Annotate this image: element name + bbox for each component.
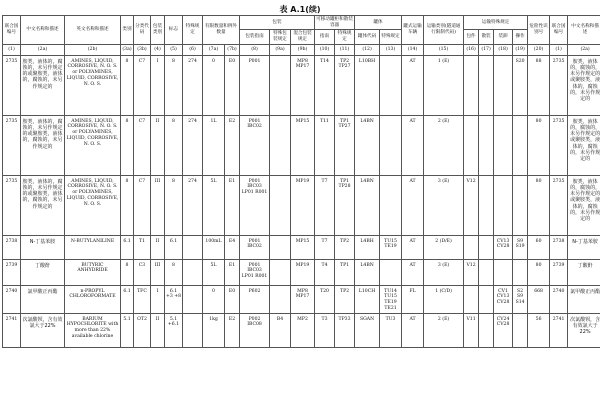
cell-portable-tank-special: TP1 TP27 (335, 115, 355, 175)
cell-hazard-id: 80 (528, 175, 550, 235)
cell-packing-instruction: P001 IBC03 LP01 R001 (240, 175, 270, 235)
cell-name-cn-end: N-丁基苯胺 (568, 235, 600, 259)
cell-transport-category: 1 (E) (424, 55, 464, 115)
header-un-no-end: 联合国编号 (550, 16, 568, 45)
cell-limited-quantity: 5L (203, 175, 225, 235)
cell-special-bulk (479, 285, 494, 313)
cell-vehicle: AT (402, 235, 424, 259)
column-index: (2a) (568, 44, 600, 55)
cell-special-operation: S9 S19 (513, 235, 528, 259)
cell-labels: 6.1 (165, 235, 183, 259)
cell-un-number-end: 2735 (550, 115, 568, 175)
cell-limited-quantity: 1L (203, 115, 225, 175)
column-index: (2a) (21, 44, 65, 55)
cell-special-loading: CV24 CV28 (494, 313, 513, 347)
header-row-top (3, 16, 600, 30)
cell-name-cn: 胺类，液体的，腐蚀的，未另作规定的或聚胺类，液体的，腐蚀的，未另作规定的 (21, 115, 65, 175)
cell-class: 5.1 (121, 313, 134, 347)
cell-hazard-id: 80 (528, 259, 550, 285)
cell-packing-group: I (151, 55, 165, 115)
cell-class: 6.1 (121, 285, 134, 313)
cell-special-operation (513, 115, 528, 175)
column-index: (8) (240, 44, 270, 55)
cell-name-cn-end: 次氯酸钡，含有效氯大于22% (568, 313, 600, 347)
cell-vehicle: AT (402, 175, 424, 235)
cell-class: 6.1 (121, 235, 134, 259)
column-index: (5) (165, 44, 183, 55)
column-index: (3a) (121, 44, 134, 55)
cell-special-loading (494, 115, 513, 175)
cell-tank-code: L4BH (355, 235, 380, 259)
cell-classification-code: C3 (134, 259, 151, 285)
cell-name-cn: 胺类，液体的，腐蚀的，未另作规定的或聚胺类，液体的，腐蚀的，未另作规定的 (21, 55, 65, 115)
header-special-provisions: 特殊规定 (183, 16, 203, 45)
cell-portable-tank-instruction: T7 (315, 175, 335, 235)
cell-tank-code: L4BN (355, 175, 380, 235)
cell-packing-group: II (151, 235, 165, 259)
cell-portable-tank-instruction: T3 (315, 313, 335, 347)
cell-mixed-packing: MP8 MP17 (291, 285, 315, 313)
header-ts-bulk: 散装 (479, 30, 494, 44)
header-packing-group: 包装类别 (151, 16, 165, 45)
cell-un-number-end: 2741 (550, 313, 568, 347)
cell-un-number-end: 2739 (550, 259, 568, 285)
header-tank-special: 特殊规定 (380, 30, 402, 44)
header-tank-code: 罐体代码 (355, 30, 380, 44)
column-index: (9b) (291, 44, 315, 55)
cell-special-bulk (479, 259, 494, 285)
cell-tank-code: L10CH (355, 285, 380, 313)
cell-special-provisions (183, 259, 203, 285)
cell-tank-code: SGAN (355, 313, 380, 347)
cell-hazard-id: 80 (528, 115, 550, 175)
header-name-cn: 中文名称和描述 (21, 16, 65, 45)
cell-tank-code: L10BH (355, 55, 380, 115)
cell-name-cn-end: 胺类，液体的，腐蚀的，未另作规定的或聚胺类，液体的，腐蚀的，未另作规定的 (568, 55, 600, 115)
cell-special-provisions (183, 285, 203, 313)
header-hazard-id: 危险性识别号 (528, 16, 550, 45)
cell-special-operation (513, 313, 528, 347)
cell-class: 8 (121, 115, 134, 175)
cell-packing-instruction: P001 IBC02 (240, 235, 270, 259)
cell-tank-code: L4BN (355, 115, 380, 175)
column-index: (15) (424, 44, 464, 55)
cell-special-packing (270, 175, 291, 235)
cell-name-en: AMINES, LIQUID, CORROSIVE, N. O. S. or POLYAMINES, LIQUID, CORROSIVE, N. O. S. (65, 175, 121, 235)
cell-limited-quantity: 0 (203, 55, 225, 115)
cell-classification-code: C7 (134, 115, 151, 175)
cell-name-en: N-BUTYLANILINE (65, 235, 121, 259)
column-index: (4) (151, 44, 165, 55)
cell-limited-quantity: 0 (203, 285, 225, 313)
cell-special-provisions (183, 313, 203, 347)
column-index: (10) (315, 44, 335, 55)
cell-labels: 8 (165, 55, 183, 115)
cell-special-packing (270, 285, 291, 313)
cell-excepted-quantity: E2 (225, 313, 240, 347)
cell-mixed-packing: MP19 (291, 175, 315, 235)
cell-mixed-packing: MP15 (291, 235, 315, 259)
cell-labels: 8 (165, 259, 183, 285)
cell-portable-tank-instruction: T11 (315, 115, 335, 175)
header-pt-instr: 指南 (315, 30, 335, 44)
cell-name-en: BUTYRIC ANHYDRIDE (65, 259, 121, 285)
cell-packing-group: II (151, 115, 165, 175)
cell-class: 8 (121, 175, 134, 235)
cell-name-en: BARIUM HYPOCHLORITE with more than 22% available chlorine (65, 313, 121, 347)
header-packaging: 包装 (240, 16, 315, 30)
cell-tank-special (380, 115, 402, 175)
cell-hazard-id: 60 (528, 235, 550, 259)
cell-special-operation (513, 259, 528, 285)
cell-classification-code: C7 (134, 175, 151, 235)
column-index: (13) (380, 44, 402, 55)
cell-special-loading (494, 259, 513, 285)
cell-transport-category: 2 (E) (424, 313, 464, 347)
header-ts-packages: 包件 (464, 30, 479, 44)
cell-un-number-end: 2735 (550, 175, 568, 235)
header-un-no: 联合国编号 (3, 16, 21, 45)
cell-excepted-quantity: E1 (225, 175, 240, 235)
cell-mixed-packing: MP2 (291, 313, 315, 347)
column-index: (2b) (65, 44, 121, 55)
cell-name-en: AMINES, LIQUID, CORROSIVE, N. O. S. or POLYAMINES, LIQUID, CORROSIVE, N. O. S. (65, 115, 121, 175)
cell-special-loading: CV1 CV13 CV28 (494, 285, 513, 313)
cell-portable-tank-instruction: T20 (315, 285, 335, 313)
table-row (3, 313, 600, 347)
column-index: (1) (550, 44, 568, 55)
header-transport-category: 运输类别(隧道通行限制代码) (424, 16, 464, 45)
cell-name-en: n-PROPYL CHLOROFORMATE (65, 285, 121, 313)
dangerous-goods-table (2, 15, 600, 348)
cell-packing-instruction: P002 IBC08 (240, 313, 270, 347)
cell-un-number: 2741 (3, 313, 21, 347)
cell-transport-category: 3 (E) (424, 175, 464, 235)
cell-un-number-end: 2738 (550, 235, 568, 259)
cell-special-packages: V12 (464, 259, 479, 285)
column-index: (17) (479, 44, 494, 55)
cell-special-loading (494, 175, 513, 235)
cell-vehicle: AT (402, 115, 424, 175)
column-index: (12) (355, 44, 380, 55)
header-class: 类别 (121, 16, 134, 45)
header-tank: 罐体 (355, 16, 402, 30)
header-name-cn-end: 中文名称和描述 (568, 16, 600, 45)
table-row (3, 285, 600, 313)
cell-packing-instruction: P001 (240, 55, 270, 115)
cell-packing-group: III (151, 259, 165, 285)
column-index: (14) (402, 44, 424, 55)
cell-special-provisions (183, 235, 203, 259)
cell-un-number: 2735 (3, 55, 21, 115)
cell-limited-quantity: 5L (203, 259, 225, 285)
cell-hazard-id: 56 (528, 313, 550, 347)
cell-transport-category: 3 (E) (424, 259, 464, 285)
cell-name-cn-end: 丁酸酐 (568, 259, 600, 285)
column-index: (19) (513, 44, 528, 55)
cell-labels: 8 (165, 175, 183, 235)
cell-excepted-quantity: E0 (225, 55, 240, 115)
cell-special-operation: S20 (513, 55, 528, 115)
cell-un-number-end: 2740 (550, 285, 568, 313)
cell-limited-quantity: 100mL (203, 235, 225, 259)
cell-special-bulk (479, 235, 494, 259)
cell-tank-special: TU14 TU15 TE19 TE21 (380, 285, 402, 313)
cell-name-en: AMINES, LIQUID, CORROSIVE, N. O. S. or POLYAMINES, LIQUID, CORROSIVE, N. O. S. (65, 55, 121, 115)
cell-un-number: 2740 (3, 285, 21, 313)
header-pack-instr: 包装指南 (240, 30, 270, 44)
cell-vehicle: AT (402, 55, 424, 115)
header-limited-excepted: 有限数量和例外数量 (203, 16, 240, 45)
cell-mixed-packing: MP8 MP17 (291, 55, 315, 115)
cell-classification-code: OT2 (134, 313, 151, 347)
cell-un-number: 2738 (3, 235, 21, 259)
cell-hazard-id: 88 (528, 55, 550, 115)
column-index: (7b) (225, 44, 240, 55)
cell-name-cn: 胺类，液体的，腐蚀的，未另作规定的或聚胺类，液体的，腐蚀的，未另作规定的 (21, 175, 65, 235)
column-index: (16) (464, 44, 479, 55)
table-row (3, 235, 600, 259)
cell-tank-special (380, 259, 402, 285)
cell-special-bulk (479, 313, 494, 347)
cell-packing-instruction: P001 IBC02 (240, 115, 270, 175)
cell-transport-category: 2 (D/E) (424, 235, 464, 259)
cell-portable-tank-special: TP1 (335, 259, 355, 285)
cell-special-operation: S2 S9 S14 (513, 285, 528, 313)
cell-name-cn: N-丁基苯胺 (21, 235, 65, 259)
column-index: (1) (3, 44, 21, 55)
header-name-en: 英文名称和描述 (65, 16, 121, 45)
header-transport-special: 运输特殊规定 (464, 16, 528, 30)
header-mixed-pack: 混合包装规定 (291, 30, 315, 44)
cell-name-cn-end: 胺类，液体的，腐蚀的，未另作规定的或聚胺类，液体的，腐蚀的，未另作规定的 (568, 115, 600, 175)
cell-excepted-quantity: E2 (225, 115, 240, 175)
cell-tank-special: TU15 TE19 (380, 235, 402, 259)
cell-excepted-quantity: E0 (225, 285, 240, 313)
cell-classification-code: T1 (134, 235, 151, 259)
cell-excepted-quantity: E4 (225, 235, 240, 259)
cell-special-packages: V12 (464, 175, 479, 235)
cell-portable-tank-special: TP2 TP27 (335, 55, 355, 115)
page-title: 表 A.1(续) (279, 5, 321, 14)
cell-name-cn-end: 氯甲酸正丙酯 (568, 285, 600, 313)
table-row (3, 55, 600, 115)
table-body (3, 55, 600, 347)
header-pt-special: 特殊规定 (335, 30, 355, 44)
cell-classification-code: TFC (134, 285, 151, 313)
header-ts-loading: 装卸 (494, 30, 513, 44)
column-index: (11) (335, 44, 355, 55)
cell-special-packages: V11 (464, 313, 479, 347)
cell-special-bulk (479, 175, 494, 235)
cell-transport-category: 2 (E) (424, 115, 464, 175)
cell-name-cn-end: 胺类，液体的，腐蚀的，未另作规定的或聚胺类，液体的，腐蚀的，未另作规定的 (568, 175, 600, 235)
cell-special-packages (464, 235, 479, 259)
column-index: (7a) (203, 44, 225, 55)
cell-special-provisions: 274 (183, 55, 203, 115)
cell-portable-tank-special: TP1 TP28 (335, 175, 355, 235)
header-ts-operation: 操作 (513, 30, 528, 44)
cell-special-loading (494, 55, 513, 115)
cell-un-number: 2739 (3, 259, 21, 285)
cell-tank-special: TU3 (380, 313, 402, 347)
cell-name-cn: 丁酸酐 (21, 259, 65, 285)
cell-vehicle: FL (402, 285, 424, 313)
cell-packing-instruction: P602 (240, 285, 270, 313)
cell-labels: 6.1 +3 +8 (165, 285, 183, 313)
cell-special-operation (513, 175, 528, 235)
cell-name-cn: 氯甲酸正丙酯 (21, 285, 65, 313)
table-row (3, 175, 600, 235)
cell-special-packages (464, 115, 479, 175)
cell-vehicle: AT (402, 313, 424, 347)
cell-tank-special (380, 55, 402, 115)
column-index: (9a) (270, 44, 291, 55)
cell-special-packages (464, 55, 479, 115)
cell-mixed-packing: MP15 (291, 115, 315, 175)
column-index: (6) (183, 44, 203, 55)
column-index: (3b) (134, 44, 151, 55)
cell-portable-tank-instruction: T7 (315, 235, 335, 259)
cell-special-provisions: 274 (183, 175, 203, 235)
cell-labels: 5.1 +6.1 (165, 313, 183, 347)
cell-hazard-id: 668 (528, 285, 550, 313)
cell-packing-instruction: P001 IBC03 LP01 R001 (240, 259, 270, 285)
table-row (3, 259, 600, 285)
cell-special-loading: CV13 CV28 (494, 235, 513, 259)
cell-tank-code: L4BN (355, 259, 380, 285)
cell-portable-tank-instruction: T4 (315, 259, 335, 285)
table-row (3, 115, 600, 175)
column-index-row (3, 44, 600, 55)
cell-labels: 8 (165, 115, 183, 175)
cell-packing-group: III (151, 175, 165, 235)
cell-transport-category: 1 (C/D) (424, 285, 464, 313)
cell-portable-tank-special: TP2 (335, 285, 355, 313)
cell-un-number: 2735 (3, 175, 21, 235)
cell-limited-quantity: 1kg (203, 313, 225, 347)
cell-special-packages (464, 285, 479, 313)
cell-classification-code: C7 (134, 55, 151, 115)
cell-special-provisions: 274 (183, 115, 203, 175)
cell-portable-tank-special: TP2 (335, 235, 355, 259)
cell-packing-group: II (151, 313, 165, 347)
cell-portable-tank-instruction: T14 (315, 55, 335, 115)
header-vehicle: 罐式运输车辆 (402, 16, 424, 45)
cell-special-bulk (479, 115, 494, 175)
cell-mixed-packing: MP19 (291, 259, 315, 285)
cell-un-number-end: 2735 (550, 55, 568, 115)
cell-excepted-quantity: E1 (225, 259, 240, 285)
header-classification-code: 分类代码 (134, 16, 151, 45)
cell-special-packing (270, 235, 291, 259)
cell-name-cn: 次氯酸钡，含有效氯大于22% (21, 313, 65, 347)
cell-special-packing (270, 55, 291, 115)
cell-class: 8 (121, 55, 134, 115)
column-index: (20) (528, 44, 550, 55)
cell-special-packing (270, 259, 291, 285)
cell-special-bulk (479, 55, 494, 115)
column-index: (18) (494, 44, 513, 55)
cell-special-packing: B4 (270, 313, 291, 347)
cell-vehicle: AT (402, 259, 424, 285)
cell-un-number: 2735 (3, 115, 21, 175)
cell-class: 8 (121, 259, 134, 285)
cell-portable-tank-special: TP33 (335, 313, 355, 347)
header-special-pack: 特殊包装规定 (270, 30, 291, 44)
cell-tank-special (380, 175, 402, 235)
cell-packing-group: I (151, 285, 165, 313)
header-portable-tank: 可移动罐柜和散装容器 (315, 16, 355, 30)
header-labels: 标志 (165, 16, 183, 45)
cell-special-packing (270, 115, 291, 175)
